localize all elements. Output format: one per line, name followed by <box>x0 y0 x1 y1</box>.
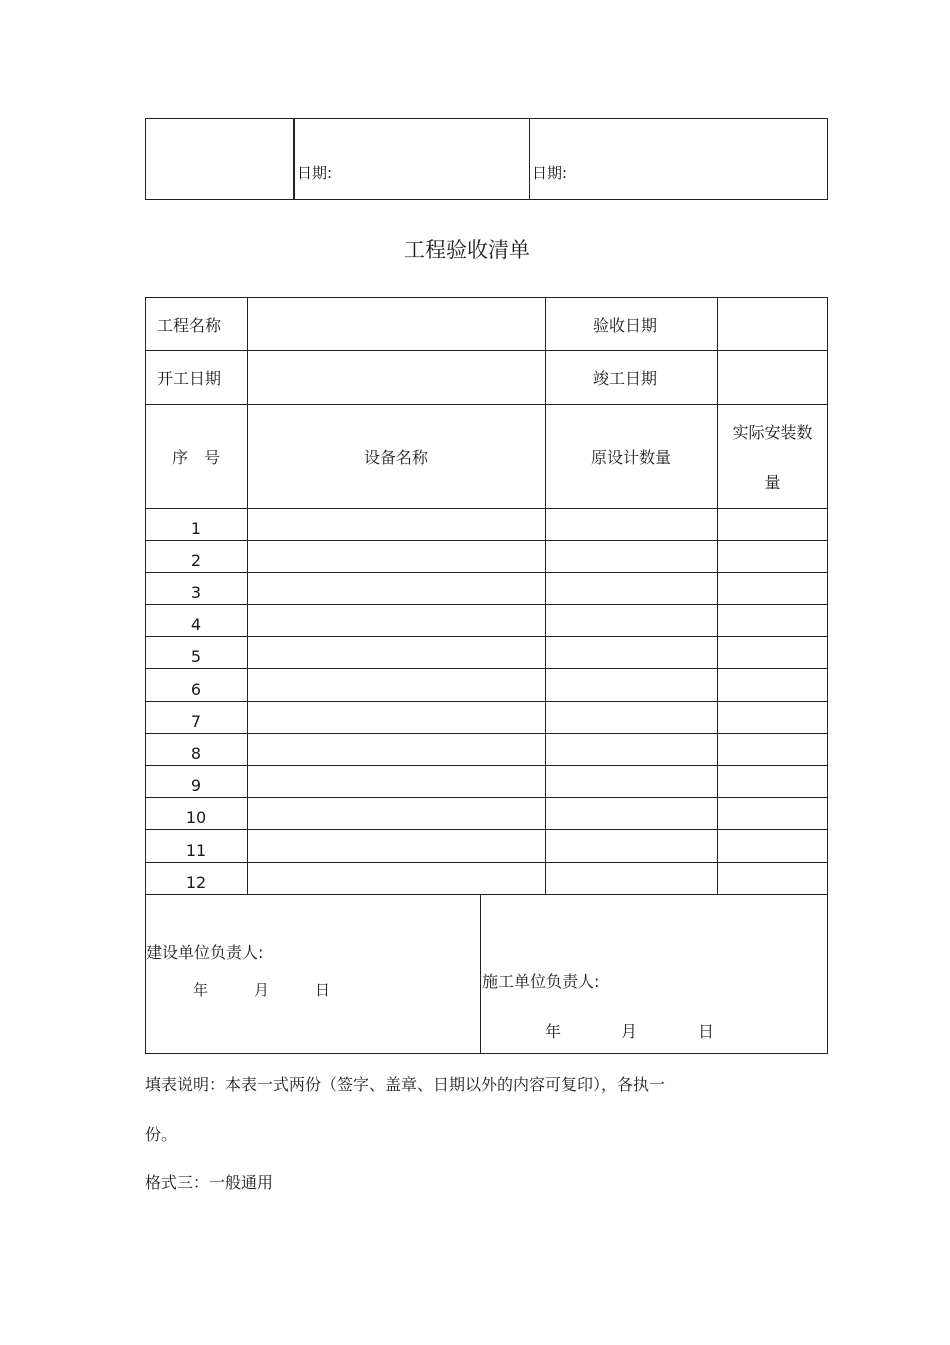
row-line <box>145 829 828 830</box>
fill-instructions-line1: 填表说明：本表一式两份（签字、盖章、日期以外的内容可复印），各执一 <box>145 1075 666 1094</box>
row-line-column-heads <box>145 508 828 509</box>
top-date-label-1: 日期: <box>297 164 333 182</box>
page-title: 工程验收清单 <box>404 238 530 262</box>
device-name-column-header: 设备名称 <box>363 448 428 467</box>
actual-qty-column-header-line1: 实际安装数 <box>732 423 813 442</box>
owner-year-label: 年 <box>193 981 209 999</box>
row-line-header-2 <box>145 404 828 405</box>
row-line <box>145 797 828 798</box>
row-line <box>145 540 828 541</box>
row-number-9: 9 <box>190 776 202 795</box>
signature-divider <box>480 894 481 1054</box>
row-line <box>145 701 828 702</box>
project-name-label: 工程名称 <box>157 316 222 335</box>
row-number-10: 10 <box>185 808 207 827</box>
owner-representative-label: 建设单位负责人: <box>146 943 264 962</box>
row-line <box>145 636 828 637</box>
row-number-7: 7 <box>190 712 202 731</box>
row-number-12: 12 <box>185 873 207 892</box>
row-number-5: 5 <box>190 647 202 666</box>
row-number-3: 3 <box>190 583 202 602</box>
row-line <box>145 862 828 863</box>
top-table-divider-2 <box>529 118 530 200</box>
contractor-year-label: 年 <box>545 1022 562 1041</box>
top-table-divider-1 <box>293 118 295 200</box>
row-number-8: 8 <box>190 744 202 763</box>
contractor-month-label: 月 <box>621 1022 638 1041</box>
acceptance-date-label: 验收日期 <box>593 316 658 335</box>
col-divider-1 <box>247 297 248 894</box>
row-number-4: 4 <box>190 615 202 634</box>
contractor-day-label: 日 <box>698 1022 715 1041</box>
row-line-header-1 <box>145 350 828 351</box>
owner-month-label: 月 <box>254 981 270 999</box>
row-number-6: 6 <box>190 680 202 699</box>
row-line <box>145 604 828 605</box>
seq-column-header: 序 号 <box>171 448 220 467</box>
row-line <box>145 572 828 573</box>
contractor-representative-label: 施工单位负责人: <box>482 972 600 991</box>
row-line <box>145 765 828 766</box>
row-number-2: 2 <box>190 551 202 570</box>
owner-day-label: 日 <box>315 981 331 999</box>
format-heading: 格式三：一般通用 <box>145 1173 274 1192</box>
top-date-label-2: 日期: <box>532 164 568 182</box>
actual-qty-column-header-line2: 量 <box>764 473 781 492</box>
row-line-signature-top <box>145 894 828 895</box>
col-divider-3 <box>717 297 718 894</box>
col-divider-2 <box>545 297 546 894</box>
design-qty-column-header: 原设计数量 <box>590 448 671 467</box>
fill-instructions-line2: 份。 <box>145 1125 178 1144</box>
row-line <box>145 668 828 669</box>
row-line <box>145 733 828 734</box>
completion-date-label: 竣工日期 <box>593 369 658 388</box>
row-number-11: 11 <box>185 841 207 860</box>
row-number-1: 1 <box>190 519 202 538</box>
top-signature-table <box>145 118 828 200</box>
start-date-label: 开工日期 <box>157 369 222 388</box>
